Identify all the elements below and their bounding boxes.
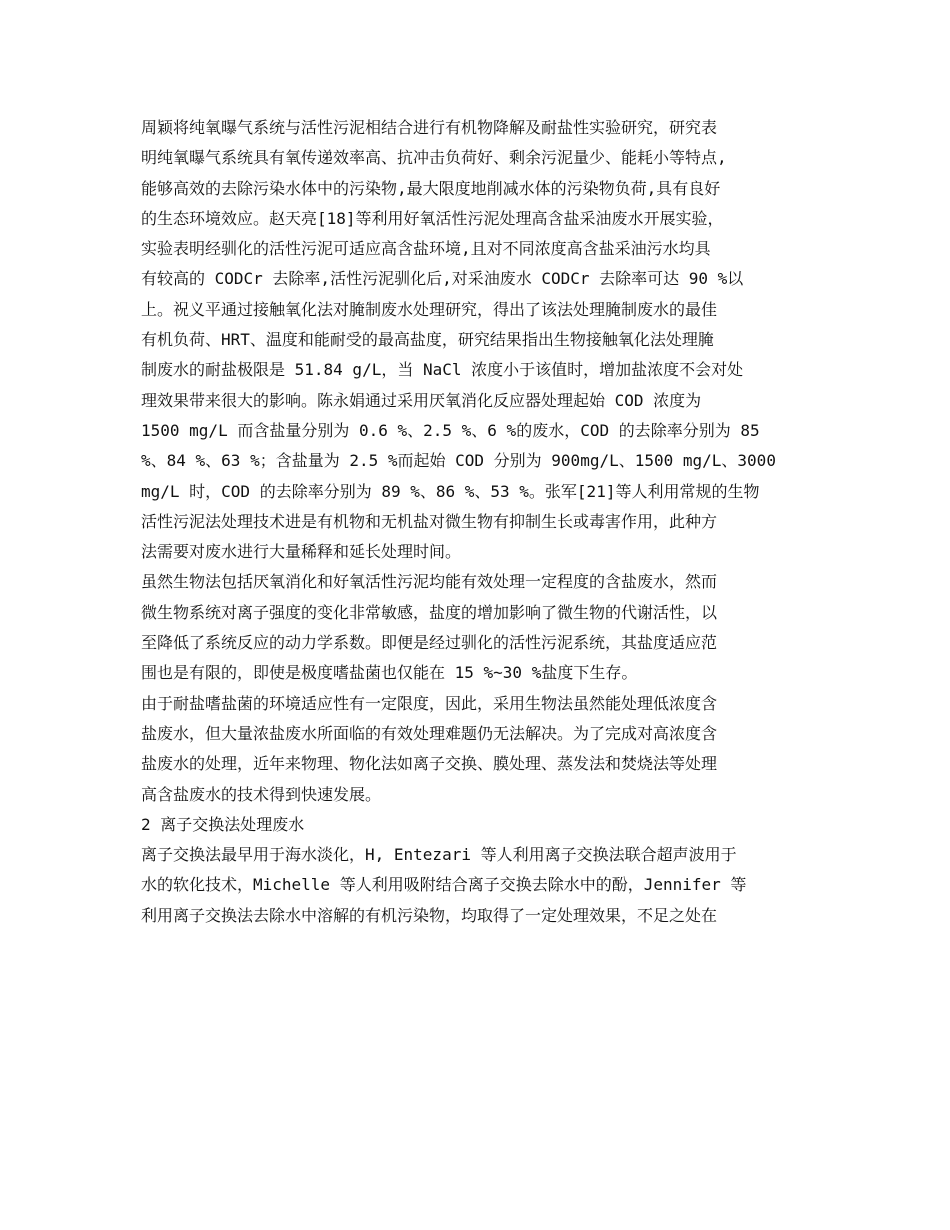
text-line: 离子交换法最早用于海水淡化，H, Entezari 等人利用离子交换法联合超声波用于 [141,845,737,865]
text-line: 理效果带来很大的影响。陈永娟通过采用厌氧消化反应器处理起始 COD 浓度为 [141,390,702,410]
text-line: %、84 %、63 %；含盐量为 2.5 %而起始 COD 分别为 900mg/L、1500 mg/L、3000 [141,451,776,471]
text-line: 明纯氧曝气系统具有氧传递效率高、抗冲击负荷好、剩余污泥量少、能耗小等特点, [141,148,727,168]
text-line: mg/L 时，COD 的去除率分别为 89 %、86 %、53 %。张军[21]等人利用常规的生物 [141,481,760,501]
text-line: 实验表明经驯化的活性污泥可适应高含盐环境,且对不同浓度高含盐采油污水均具 [141,239,711,259]
text-line: 至降低了系统反应的动力学系数。即便是经过驯化的活性污泥系统，其盐度适应范 [141,633,718,653]
text-line: 活性污泥法处理技术进是有机物和无机盐对微生物有抑制生长或毒害作用，此种方 [141,511,718,531]
text-line: 有较高的 CODCr 去除率,活性污泥驯化后,对采油废水 CODCr 去除率可达 90 %以 [141,269,744,289]
document-body [141,113,816,931]
text-line: 1500 mg/L 而含盐量分别为 0.6 %、2.5 %、6 %的废水，COD 的去除率分别为 85 [141,420,760,440]
section-heading: 2 离子交换法处理废水 [141,814,305,834]
text-line: 制废水的耐盐极限是 51.84 g/L，当 NaCl 浓度小于该值时，增加盐浓度不会对处 [141,360,744,380]
text-line: 高含盐废水的技术得到快速发展。 [141,784,382,804]
text-line: 盐废水的处理，近年来物理、物化法如离子交换、膜处理、蒸发法和焚烧法等处理 [141,754,718,774]
text-line: 围也是有限的，即使是极度嗜盐菌也仅能在 15 %~30 %盐度下生存。 [141,663,638,683]
text-line: 法需要对废水进行大量稀释和延长处理时间。 [141,542,462,562]
text-line: 由于耐盐嗜盐菌的环境适应性有一定限度，因此，采用生物法虽然能处理低浓度含 [141,693,718,713]
text-line: 微生物系统对离子强度的变化非常敏感，盐度的增加影响了微生物的代谢活性，以 [141,602,718,622]
text-line: 的生态环境效应。赵天亮[18]等利用好氧活性污泥处理高含盐采油废水开展实验， [141,208,724,228]
text-line: 上。祝义平通过接触氧化法对腌制废水处理研究，得出了该法处理腌制废水的最佳 [141,299,718,319]
text-line: 能够高效的去除污染水体中的污染物,最大限度地削减水体的污染物负荷,具有良好 [141,178,721,198]
text-line: 盐废水，但大量浓盐废水所面临的有效处理难题仍无法解决。为了完成对高浓度含 [141,723,718,743]
text-line: 利用离子交换法去除水中溶解的有机污染物，均取得了一定处理效果，不足之处在 [141,905,718,925]
text-line: 周颖将纯氧曝气系统与活性污泥相结合进行有机物降解及耐盐性实验研究，研究表 [141,118,718,137]
text-line: 虽然生物法包括厌氧消化和好氧活性污泥均能有效处理一定程度的含盐废水，然而 [141,572,718,592]
text-line: 水的软化技术，Michelle 等人利用吸附结合离子交换去除水中的酚，Jennifer 等 [141,875,747,895]
text-line: 有机负荷、HRT、温度和能耐受的最高盐度，研究结果指出生物接触氧化法处理腌 [141,330,714,350]
